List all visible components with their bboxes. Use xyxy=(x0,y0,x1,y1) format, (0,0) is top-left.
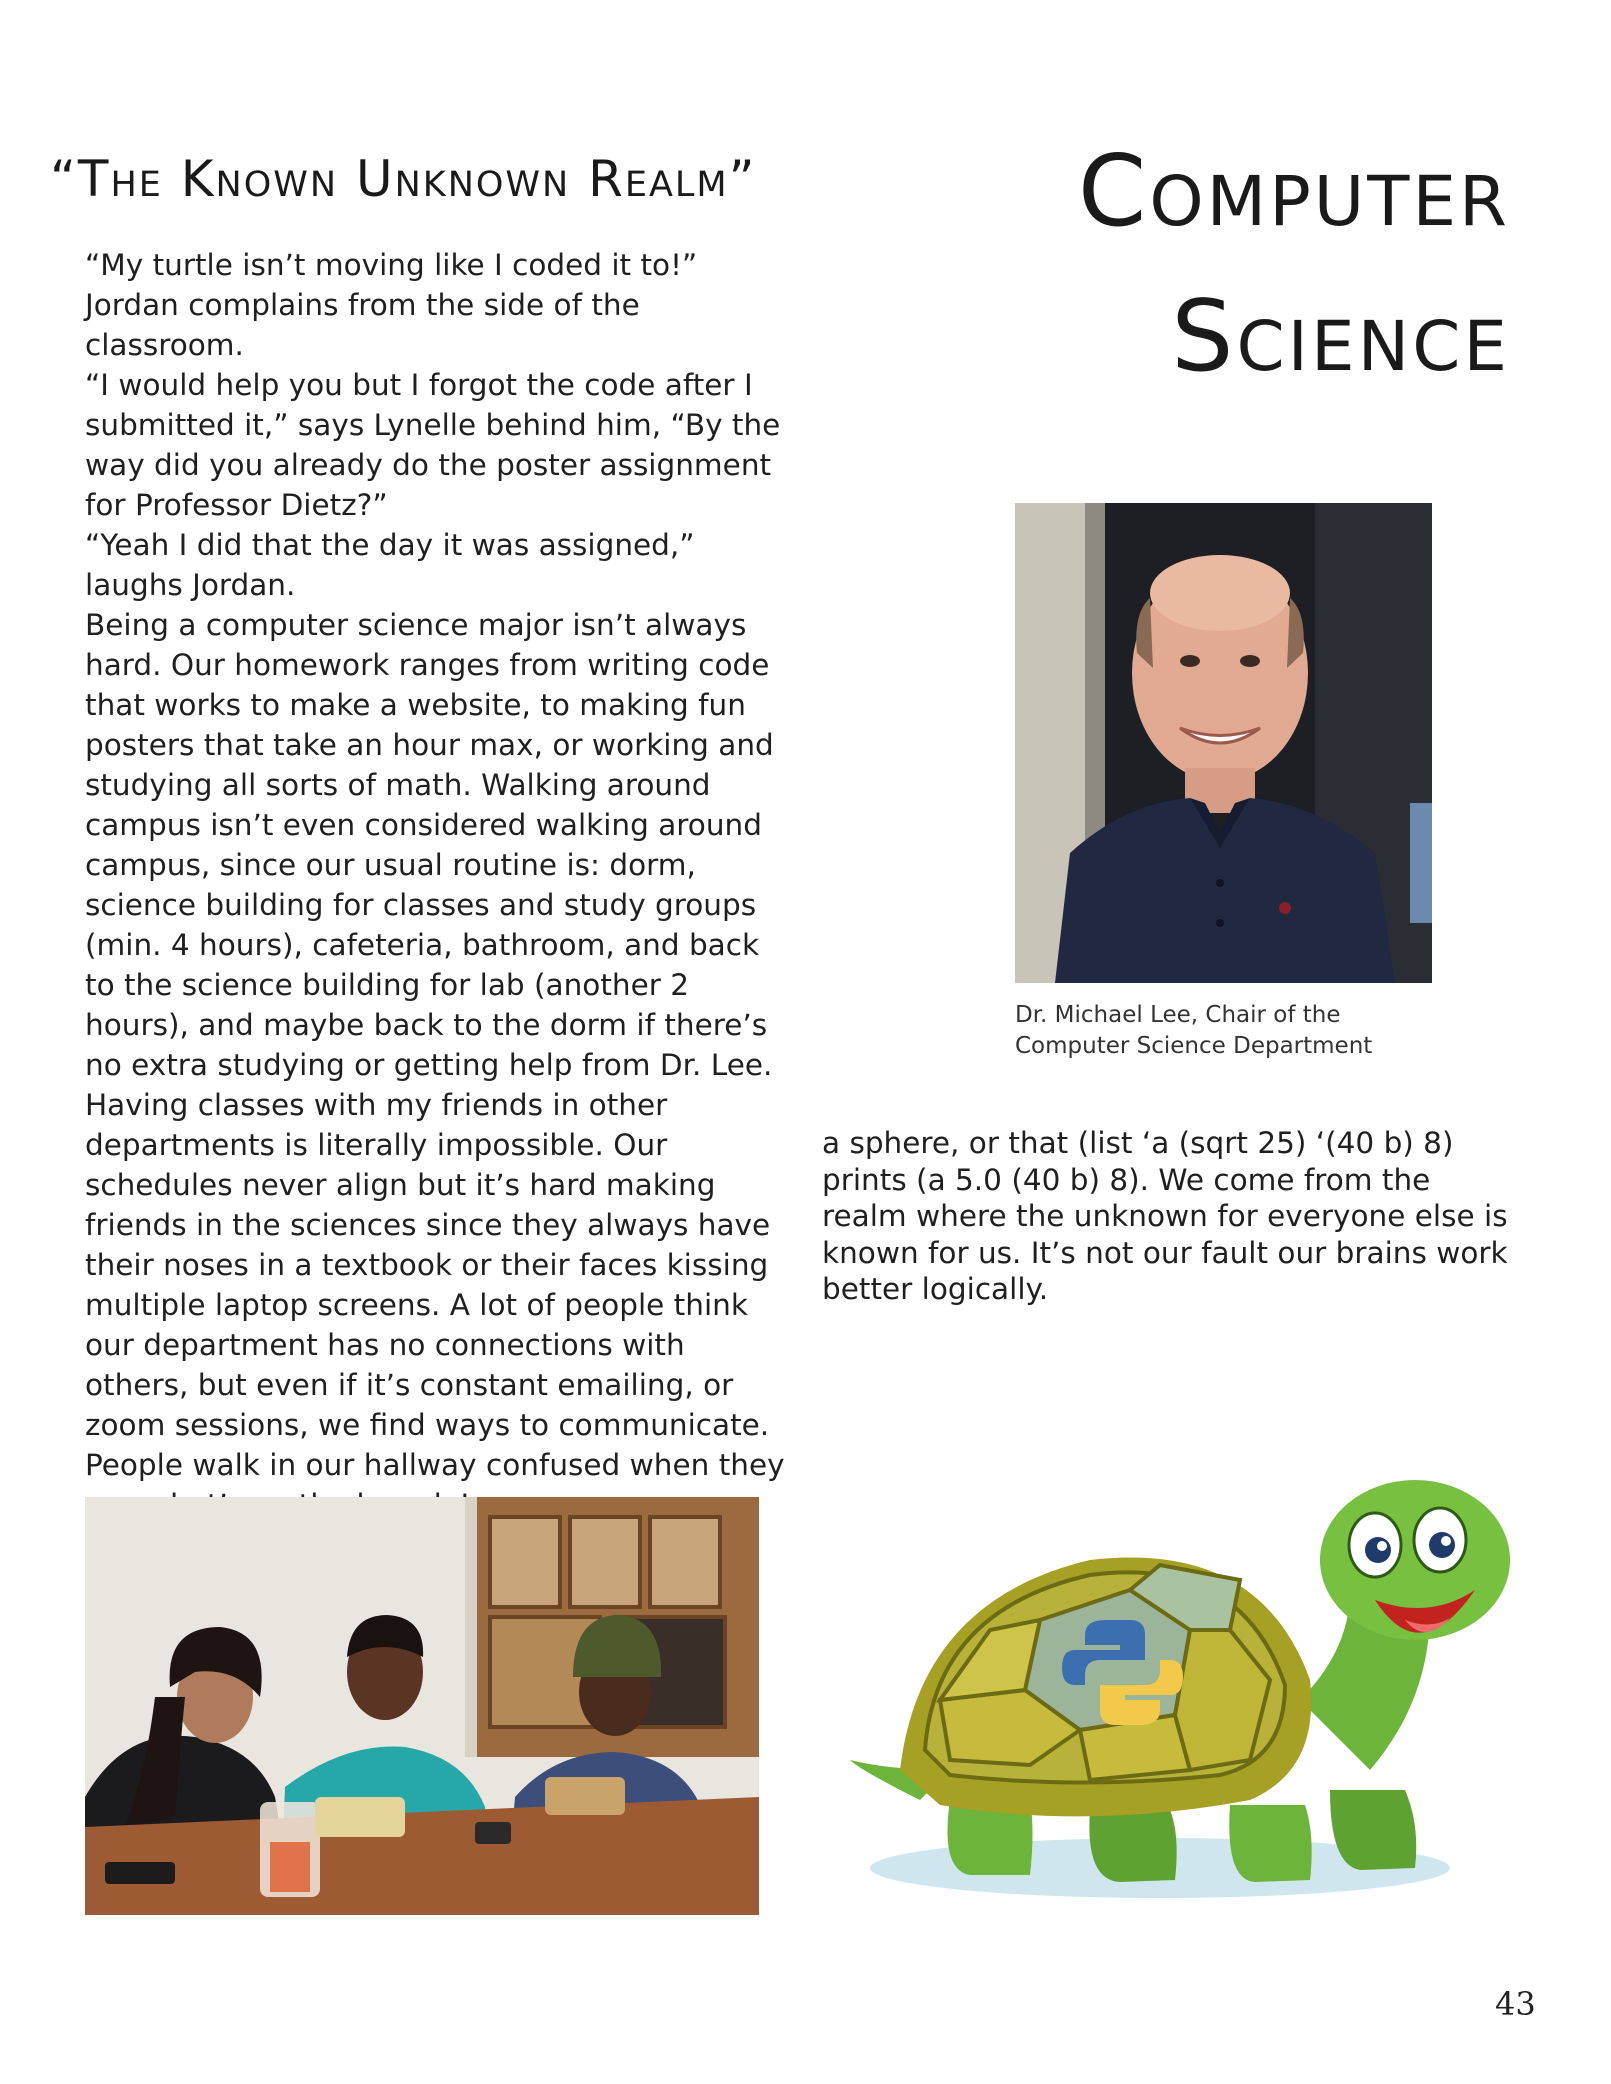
section-title xyxy=(990,120,1510,410)
portrait-caption xyxy=(1015,1000,1435,1062)
caption-line: Computer Science Department xyxy=(1015,1033,1373,1059)
article-title: “The Known Unknown Realm” xyxy=(50,150,757,208)
article-body-right xyxy=(822,1125,1512,1308)
portrait-photo xyxy=(1015,503,1432,983)
students-photo xyxy=(85,1497,759,1915)
article-paragraph: “I would help you but I forgot the code after I submitted it,” says Lynelle behind him, “By the way did you already do the poster assignment for Professor Dietz?” xyxy=(85,368,781,522)
article-paragraph: Being a computer science major isn’t always hard. Our homework ranges from writing code that works to make a website, to making fun posters that take an hour max, or working and studying all sorts of math. Walking around campus isn’t even considered walking around campus, since our usual routine is: dorm, science building for classes and study groups (min. 4 hours), cafeteria, bathroom, and back to the science building for lab (another 2 hours), and maybe back to the dorm if there’s no extra studying or getting help from Dr. Lee. Having classes with my friends in other departments is literally impossible. Our schedules never align but it’s hard making friends in the sciences since they always have their noses in a textbook or their faces kissing multiple laptop screens. A lot of people think our department has no connections with others, but even if it’s constant emailing, or zoom sessions, we find ways to communicate. People walk in our hallway confused when they xyxy=(85,608,785,1482)
article-paragraph: “Yeah I did that the day it was assigned,” laughs Jordan. xyxy=(85,528,695,602)
section-title-line-2: Science xyxy=(1171,280,1510,394)
section-title-line-1: Computer xyxy=(1077,135,1510,249)
caption-line: Dr. Michael Lee, Chair of the xyxy=(1015,1002,1341,1028)
page-number: 43 xyxy=(1495,1985,1536,2023)
article-body-left xyxy=(85,245,795,1605)
article-paragraph: “My turtle isn’t moving like I coded it to!” Jordan complains from the side of the classroom. xyxy=(85,248,698,362)
article-paragraph: a sphere, or that (list ‘a (sqrt 25) ‘(40 b) 8) prints (a 5.0 (40 b) 8). We come from the realm where the unknown for everyone else is known for us. It’s not our fault our brains work better logically. xyxy=(822,1126,1508,1306)
turtle-illustration xyxy=(830,1470,1510,1910)
